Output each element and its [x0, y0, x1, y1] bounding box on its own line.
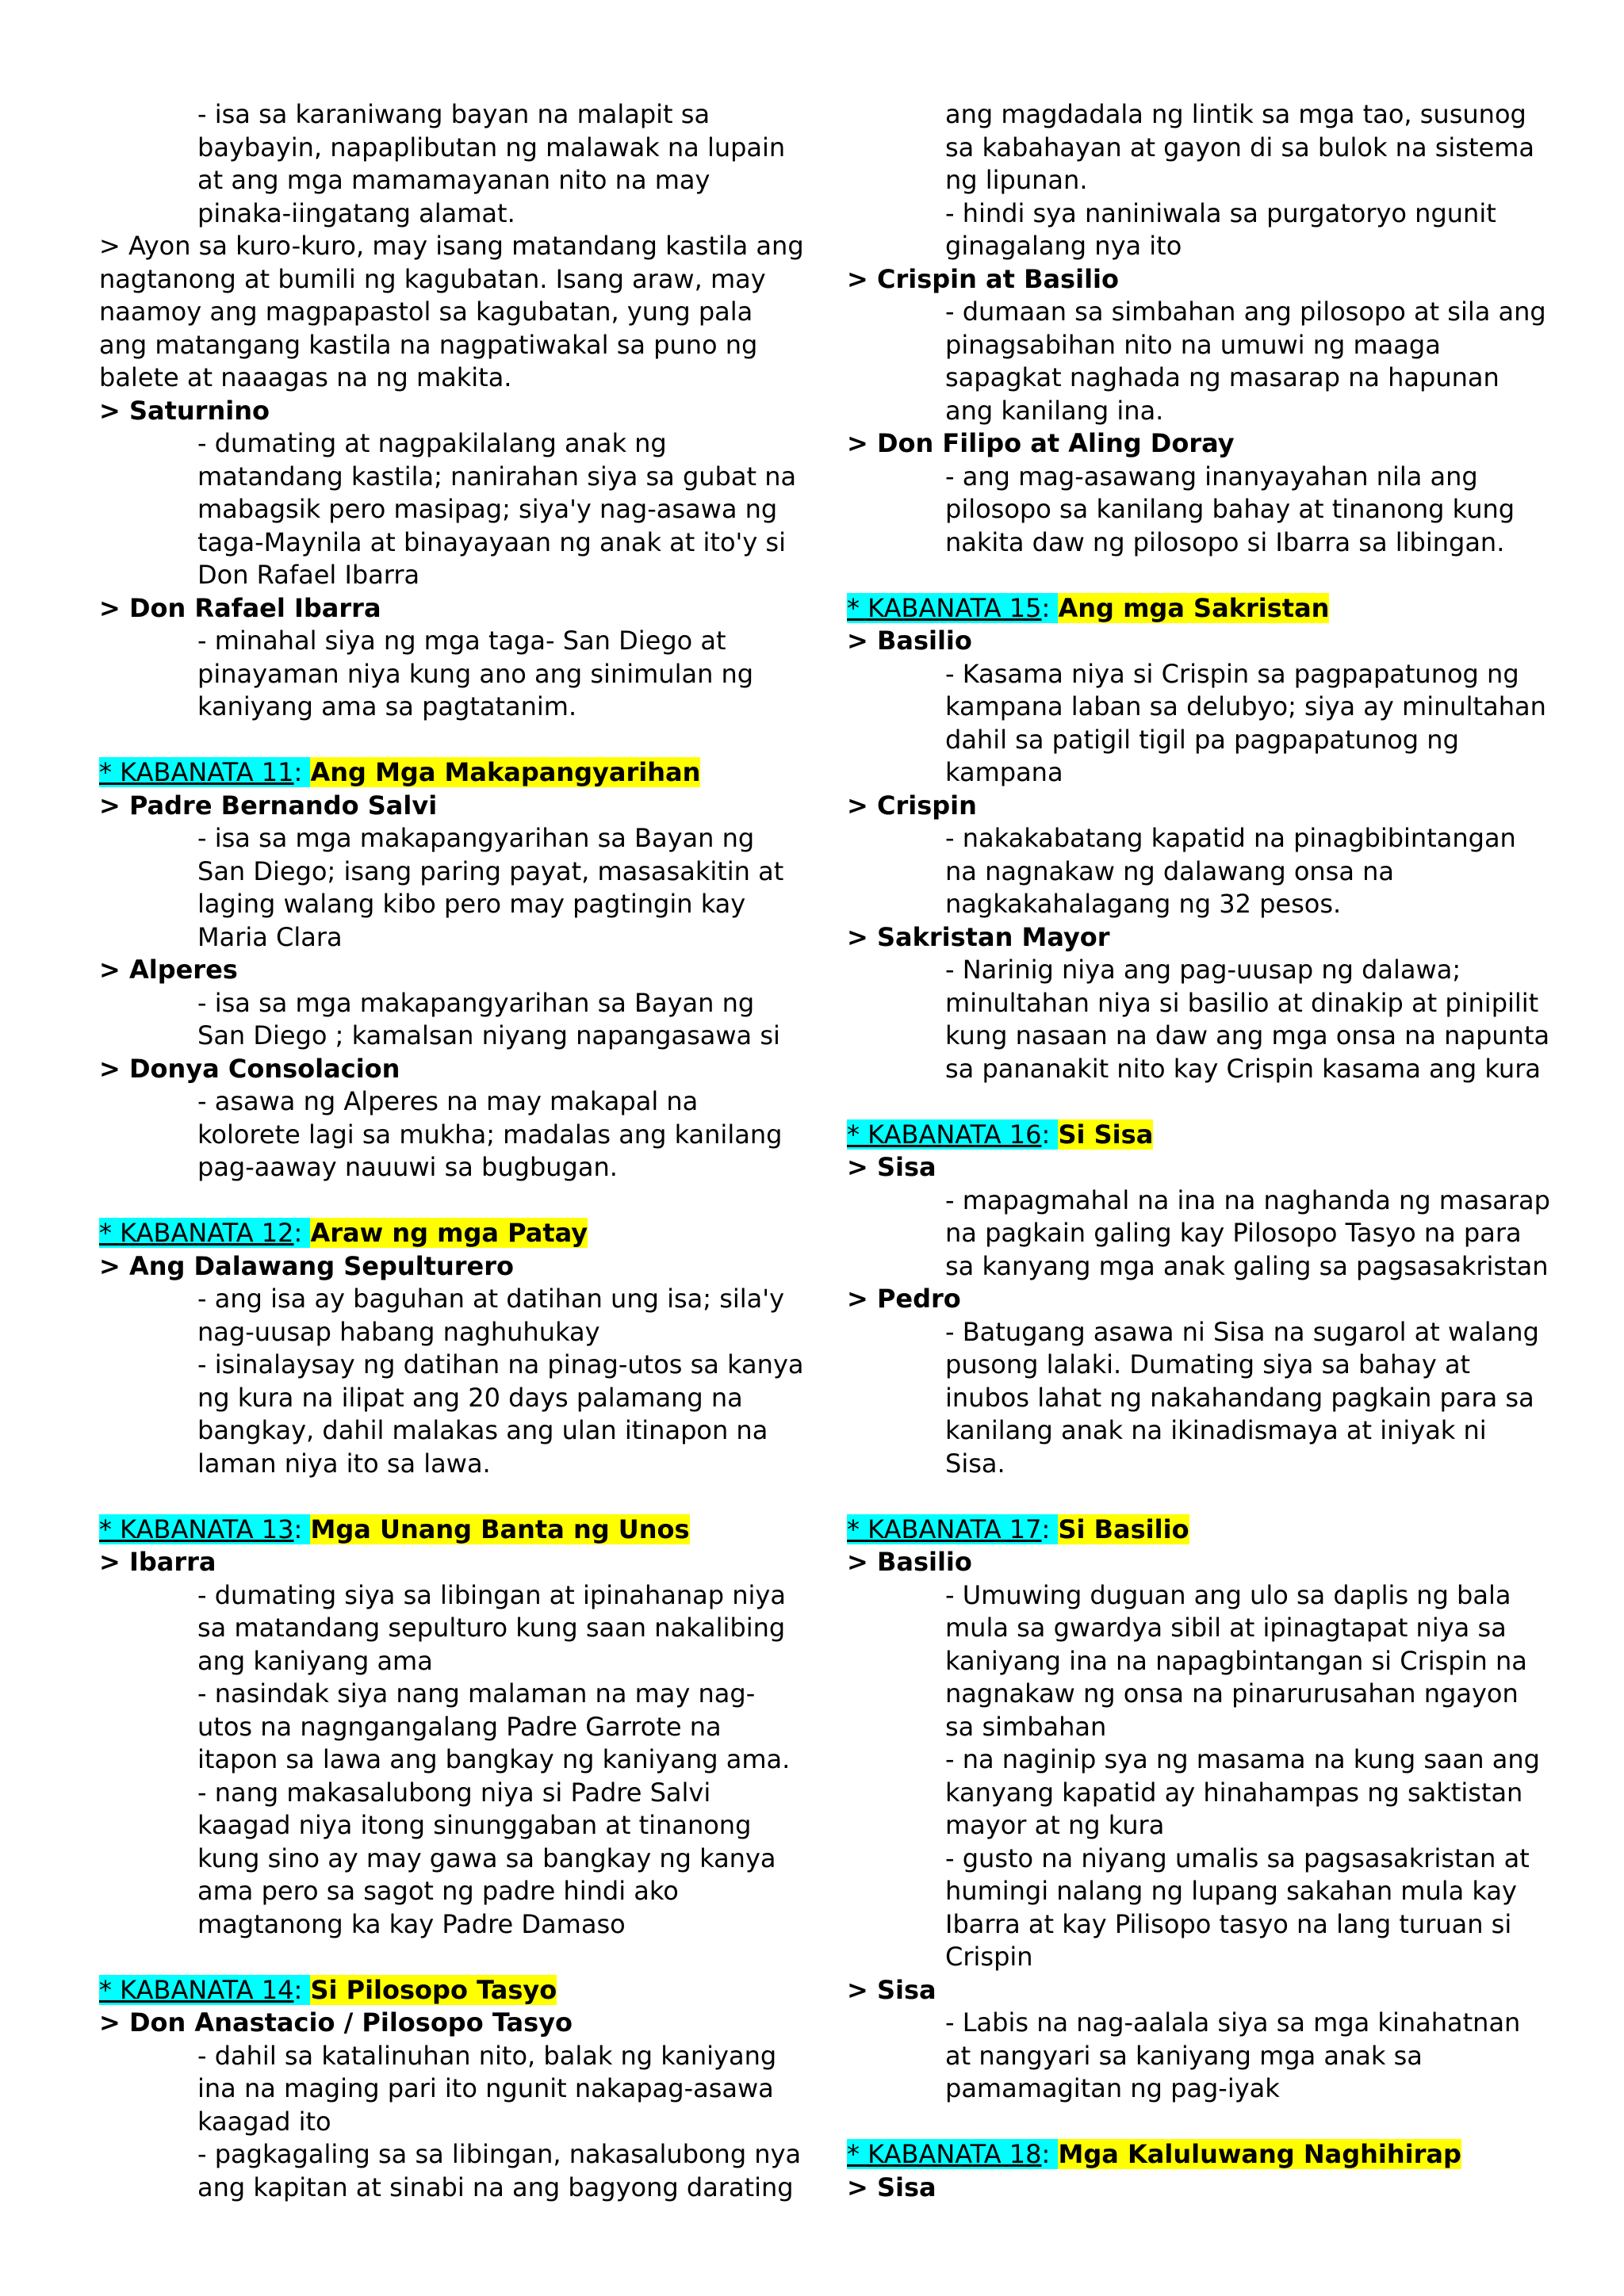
intro-description: - isa sa karaniwang bayan na malapit sa baybayin, napaplibutan ng malawak na lupain at ang mga mamamayanan nito na may pinaka-iingatang alamat. [197, 99, 786, 228]
chapter-title: Si Sisa [1058, 1119, 1154, 1150]
chapter-title: Mga Kaluluwang Naghihirap [1058, 2139, 1461, 2169]
chapter-heading [847, 1119, 1553, 1152]
character-description: - dahil sa katalinuhan nito, balak ng kaniyang ina na maging pari ito ngunit nakapag-asawa kaagad ito [197, 2040, 777, 2137]
chapter-separator: : [1041, 592, 1059, 623]
character-description: - Umuwing duguan ang ulo sa daplis ng bala mula sa gwardya sibil at ipinagtapat niya sa kaniyang ina na napagbintangan si Crispin na nagnakaw ng onsa na pinarurusahan ngayon sa simbahan [945, 1579, 1527, 1742]
chapter-separator: : [293, 1974, 311, 2005]
character-name: > Ibarra [99, 1547, 216, 1577]
character-name: > Alperes [99, 955, 238, 985]
character-description: - dumaan sa simbahan ang pilosopo at sila ang pinagsabihan nito na umuwi ng maaga sapagkat naghada ng masarap na hapunan ang kanilang ina. [945, 297, 1546, 426]
chapter-number: * KABANATA 13 [99, 1513, 294, 1544]
chapter-number: * KABANATA 16 [847, 1119, 1042, 1150]
entry-crispin-at-basilio [847, 263, 1553, 428]
character-name: > Pedro [847, 1284, 961, 1314]
chapter-title: Ang mga Sakristan [1058, 592, 1330, 623]
character-name: > Sisa [847, 2172, 936, 2202]
entry-don-rafael-ibarra [99, 592, 805, 724]
character-description: - nasindak siya nang malaman na may nag-utos na nagngangalang Padre Garrote na itapon sa lawa ang bangkay ng kaniyang ama. [197, 1678, 791, 1774]
chapter-number: * KABANATA 17 [847, 1513, 1042, 1544]
character-description: - nakakabatang kapatid na pinagbibintangan na nagnakaw ng dalawang onsa na nagkakahalagang ng 32 pesos. [945, 823, 1516, 919]
character-name: > Padre Bernando Salvi [99, 790, 438, 821]
character-name: > Crispin at Basilio [847, 263, 1119, 294]
chapter-14 [99, 1974, 805, 2205]
chapter-separator: : [293, 1513, 311, 1544]
chapter-separator: : [1041, 1119, 1059, 1150]
chapter-title: Ang Mga Makapangyarihan [310, 757, 701, 787]
chapter-heading [99, 1974, 805, 2007]
chapter-title: Mga Unang Banta ng Unos [310, 1513, 690, 1544]
character-name: > Sisa [847, 1974, 936, 2005]
character-description: - Narinig niya ang pag-uusap ng dalawa; minultahan niya si basilio at dinakip at pinipilit kung nasaan na daw ang mga onsa na napunta sa pananakit nito kay Crispin kasama ang kura [945, 955, 1550, 1084]
character-description: - ang mag-asawang inanyayahan nila ang pilosopo sa kanilang bahay at tinanong kung nakita daw ng pilosopo si Ibarra sa libingan. [945, 461, 1515, 557]
character-description: - dumating siya sa libingan at ipinahanap niya sa matandang sepulturo kung saan nakalibing ang kaniyang ama [197, 1579, 786, 1676]
character-name: > Basilio [847, 1547, 972, 1577]
character-description: - isa sa mga makapangyarihan sa Bayan ng San Diego; isang paring payat, masasakitin at laging walang kibo pero may pagtingin kay Maria Clara [197, 823, 784, 952]
chapter-number: * KABANATA 15 [847, 592, 1042, 623]
character-description: - minahal siya ng mga taga- San Diego at pinayaman niya kung ano ang sinimulan ng kaniyang ama sa pagtatanim. [197, 626, 754, 721]
entry-saturnino [99, 395, 805, 592]
chapter-16 [847, 1119, 1553, 1481]
chapter-heading [847, 592, 1553, 626]
chapter-number: * KABANATA 14 [99, 1974, 294, 2005]
character-description: - Kasama niya si Crispin sa pagpapatunog ng kampana laban sa delubyo; siya ay minultahan dahil sa patigil tigil pa pagpapatunog ng kampana [945, 658, 1546, 787]
character-description: ang magdadala ng lintik sa mga tao, susunog sa kabahayan at gayon di sa bulok na sistema ng lipunan. [945, 99, 1534, 195]
character-description: - ang isa ay baguhan at datihan ung isa; sila'y nag-uusap habang naghuhukay [197, 1284, 785, 1347]
chapter-11 [99, 756, 805, 1184]
chapter-separator: : [293, 757, 311, 787]
character-name: > Don Filipo at Aling Doray [847, 428, 1235, 458]
left-column [99, 98, 805, 2204]
character-description: - isinalaysay ng datihan na pinag-utos sa kanya ng kura na ilipat ang 20 days palamang na bangkay, dahil malakas ang ulan itinapon na laman niya ito sa lawa. [197, 1349, 804, 1479]
character-name: > Crispin [847, 790, 977, 821]
chapter-separator: : [293, 1218, 311, 1248]
right-column [847, 98, 1553, 2204]
chapter-12 [99, 1217, 805, 1480]
character-name: > Saturnino [99, 395, 270, 426]
chapter-heading [99, 1513, 805, 1547]
intro-paragraph: > Ayon sa kuro-kuro, may isang matandang kastila ang nagtanong at bumili ng kagubatan. Isang araw, may naamoy ang magpapastol sa kagubatan, yung pala ang matangang kastila na nagpatiwakal sa puno ng balete at naaagas na ng makita. [99, 231, 804, 392]
chapter-heading [99, 1217, 805, 1250]
character-description: - dumating at nagpakilalang anak ng matandang kastila; nanirahan siya sa gubat na mabagsik pero masipag; siya'y nag-asawa ng taga-Maynila at binayayaan ng anak at ito'y si Don Rafael Ibarra [197, 428, 797, 590]
chapter-heading [99, 756, 805, 790]
character-description: - na naginip sya ng masama na kung saan ang kanyang kapatid ay hinahampas ng saktistan mayor at ng kura [945, 1744, 1540, 1840]
chapter-title: Si Pilosopo Tasyo [310, 1974, 557, 2005]
chapter-heading [847, 2138, 1553, 2172]
chapter-13 [99, 1513, 805, 1942]
chapter-title: Si Basilio [1058, 1513, 1189, 1544]
chapter-15 [847, 592, 1553, 1086]
chapter-title: Araw ng mga Patay [310, 1218, 588, 1248]
chapter-separator: : [1041, 2139, 1059, 2169]
chapter-heading [847, 1513, 1553, 1547]
chapter-number: * KABANATA 11 [99, 757, 294, 787]
entry-don-filipo [847, 427, 1553, 559]
chapter-18 [847, 2138, 1553, 2204]
character-name: > Don Rafael Ibarra [99, 592, 381, 623]
character-description: - isa sa mga makapangyarihan sa Bayan ng San Diego ; kamalsan niyang napangasawa si [197, 987, 780, 1050]
character-name: > Basilio [847, 626, 972, 656]
character-name: > Sakristan Mayor [847, 921, 1110, 952]
character-name: > Don Anastacio / Pilosopo Tasyo [99, 2007, 573, 2038]
character-description: - asawa ng Alperes na may makapal na kolorete lagi sa mukha; madalas ang kanilang pag-aaway nauuwi sa bugbugan. [197, 1086, 783, 1182]
chapter-number: * KABANATA 18 [847, 2139, 1042, 2169]
chapter-number: * KABANATA 12 [99, 1218, 294, 1248]
character-description: - gusto na niyang umalis sa pagsasakristan at humingi nalang ng lupang sakahan mula kay Ibarra at kay Pilisopo tasyo na lang turuan si Crispin [945, 1843, 1530, 1972]
character-name: > Ang Dalawang Sepulturero [99, 1250, 514, 1281]
character-description: - Batugang asawa ni Sisa na sugarol at walang pusong lalaki. Dumating siya sa bahay at inubos lahat ng nakahandang pagkain para sa kanilang anak na ikinadismaya at iniyak ni Sisa. [945, 1316, 1539, 1479]
character-description: - nang makasalubong niya si Padre Salvi kaagad niya itong sinunggaban at tinanong kung sino ay may gawa sa bangkay ng kanya ama pero sa sagot ng padre hindi ako magtanong ka kay Padre Damaso [197, 1777, 776, 1939]
character-description: - mapagmahal na ina na naghanda ng masarap na pagkain galing kay Pilosopo Tasyo na para sa kanyang mga anak galing sa pagsasakristan [945, 1184, 1550, 1281]
chapter-separator: : [1041, 1513, 1059, 1544]
character-name: > Donya Consolacion [99, 1053, 400, 1084]
character-name: > Sisa [847, 1152, 936, 1182]
character-description: - pagkagaling sa sa libingan, nakasalubong nya ang kapitan at sinabi na ang bagyong darating [197, 2139, 802, 2202]
character-description: - Labis na nag-aalala siya sa mga kinahatnan at nangyari sa kaniyang mga anak sa pamamagitan ng pag-iyak [945, 2007, 1521, 2103]
character-description: - hindi sya naniniwala sa purgatoryo ngunit ginagalang nya ito [945, 197, 1496, 261]
chapter-17 [847, 1513, 1553, 2106]
